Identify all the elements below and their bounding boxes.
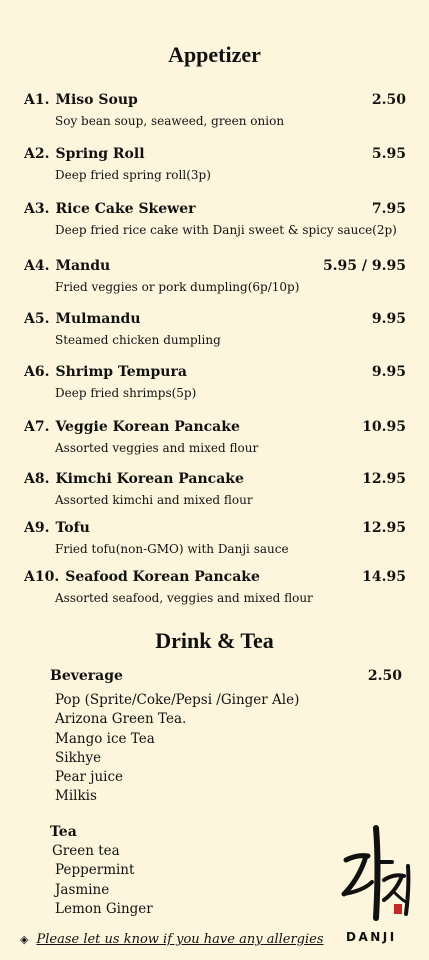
item-name: Miso Soup xyxy=(55,92,138,108)
drinks-title: Drink & Tea xyxy=(155,628,274,653)
appetizer-title: Appetizer xyxy=(168,42,261,67)
item-name: Seafood Korean Pancake xyxy=(65,569,260,585)
item-code: A6. xyxy=(24,364,50,380)
item-price: 9.95 xyxy=(371,311,406,327)
item-description: Soy bean soup, seaweed, green onion xyxy=(55,114,285,128)
item-price: 5.95 xyxy=(371,146,406,162)
list-item: Pop (Sprite/Coke/Pepsi /Ginger Ale) xyxy=(55,692,300,708)
item-name: Mulmandu xyxy=(55,311,141,327)
item-name: Mandu xyxy=(55,258,111,274)
item-description: Assorted kimchi and mixed flour xyxy=(55,493,253,507)
item-name: Veggie Korean Pancake xyxy=(55,419,240,435)
item-code: A8. xyxy=(24,471,50,487)
diamond-bullet-icon: ◈ xyxy=(20,933,29,946)
item-name: Kimchi Korean Pancake xyxy=(55,471,244,487)
beverage-price: 2.50 xyxy=(367,668,402,684)
item-price: 10.95 xyxy=(362,419,406,435)
beverage-label: Beverage xyxy=(50,668,123,684)
list-item: Arizona Green Tea. xyxy=(55,711,187,728)
list-item: Lemon Ginger xyxy=(55,900,153,917)
brand-name: DANJI xyxy=(346,930,397,944)
item-description: Deep fried spring roll(3p) xyxy=(55,168,211,182)
item-price: 5.95 / 9.95 xyxy=(322,258,406,274)
item-description: Deep fried shrimps(5p) xyxy=(55,386,197,400)
menu-item-a5 xyxy=(24,311,406,347)
menu-item-a7 xyxy=(24,419,406,455)
item-code: A5. xyxy=(24,311,50,327)
list-item: Milkis xyxy=(55,788,97,805)
list-item: Peppermint xyxy=(55,862,135,879)
item-name: Shrimp Tempura xyxy=(55,364,187,380)
item-price: 2.50 xyxy=(371,92,406,108)
item-code: A2. xyxy=(24,146,50,162)
allergy-note-text: Please let us know if you have any allergies xyxy=(36,932,324,947)
list-item: Mango ice Tea xyxy=(55,730,155,747)
item-price: 12.95 xyxy=(362,471,406,487)
item-code: A10. xyxy=(24,569,60,585)
allergy-note xyxy=(20,932,324,947)
menu-item-a10 xyxy=(24,569,406,605)
item-code: A3. xyxy=(24,201,50,217)
menu-item-a1 xyxy=(24,92,406,128)
menu-item-a4 xyxy=(24,258,406,294)
item-name: Tofu xyxy=(55,520,90,536)
item-price: 14.95 xyxy=(362,569,406,585)
item-description: Deep fried rice cake with Danji sweet & spicy sauce(2p) xyxy=(55,223,397,237)
menu-item-a6 xyxy=(24,364,406,400)
item-code: A1. xyxy=(24,92,50,108)
list-item: Pear juice xyxy=(55,769,124,786)
menu-item-a9 xyxy=(24,520,406,556)
item-price: 12.95 xyxy=(362,520,406,536)
beverage-header xyxy=(50,668,402,684)
tea-list xyxy=(52,843,153,920)
menu-item-a8 xyxy=(24,471,406,507)
item-description: Fried tofu(non-GMO) with Danji sauce xyxy=(55,542,289,556)
item-description: Steamed chicken dumpling xyxy=(55,333,221,347)
menu-item-a2 xyxy=(24,146,406,182)
tea-label: Tea xyxy=(50,824,77,840)
danji-logo-icon xyxy=(336,822,416,922)
item-price: 7.95 xyxy=(371,201,406,217)
beverage-list xyxy=(55,692,299,808)
item-code: A7. xyxy=(24,419,50,435)
item-code: A9. xyxy=(24,520,50,536)
item-description: Assorted seafood, veggies and mixed flour xyxy=(55,591,313,605)
item-description: Assorted veggies and mixed flour xyxy=(55,441,259,455)
item-price: 9.95 xyxy=(371,364,406,380)
list-item: Green tea xyxy=(52,843,120,859)
list-item: Jasmine xyxy=(55,881,110,898)
menu-item-a3 xyxy=(24,201,406,237)
item-name: Rice Cake Skewer xyxy=(55,201,196,217)
item-name: Spring Roll xyxy=(55,146,145,162)
item-description: Fried veggies or pork dumpling(6p/10p) xyxy=(55,280,300,294)
item-code: A4. xyxy=(24,258,50,274)
list-item: Sikhye xyxy=(55,749,102,766)
